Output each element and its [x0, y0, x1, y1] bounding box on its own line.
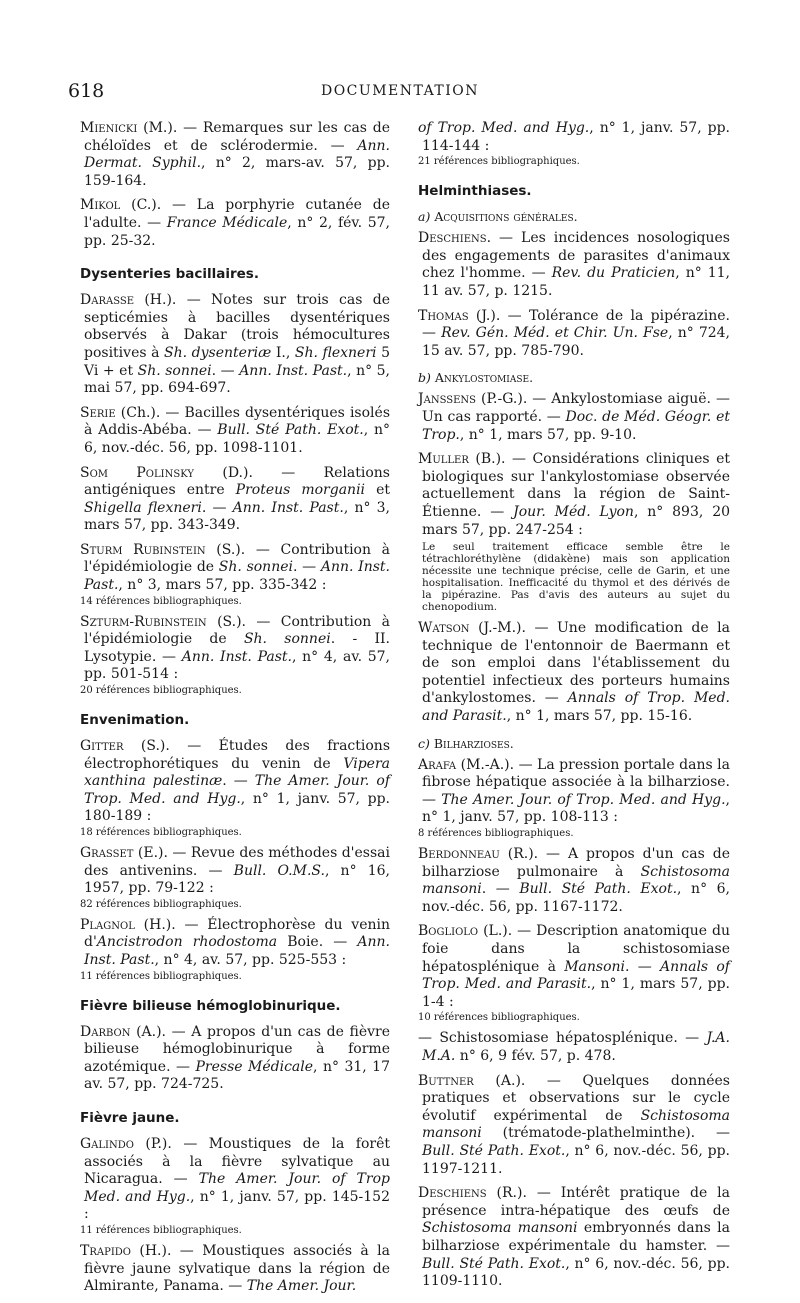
reference-entry: Thomas (J.). — Tolérance de la pipérazine. — Rev. Gén. Méd. et Chir. Un. Fse, n° 724, 15 av. 57, pp. 785-790. [418, 307, 730, 359]
reference-entry: Janssens (P.-G.). — Ankylostomiase aiguë. — Un cas rapporté. — Doc. de Méd. Géogr. et Trop., n° 1, mars 57, pp. 9-10. [418, 391, 730, 443]
subsection-heading: c) Bilharzioses. [418, 735, 514, 751]
reference-note: 11 références bibliographiques. [80, 970, 242, 982]
reference-note: 11 références bibliographiques. [80, 1224, 242, 1236]
section-heading: Envenimation. [80, 712, 190, 729]
reference-note: 8 références bibliographiques. [418, 828, 574, 840]
left-column [80, 120, 390, 1303]
reference-entry: Deschiens (R.). — Intérêt pratique de la présence intra-hépatique des œufs de Schistosoma mansoni embryonnés dans la bilharziose expérimentale du hamster. — Bull. Sté Path. Exot., n° 6, nov.-déc. 56, pp. 1109-1110. [418, 1185, 730, 1290]
reference-continuation: of Trop. Med. and Hyg., n° 1, janv. 57, pp. 114-144 : 21 références bibliographiques. [418, 120, 730, 168]
reference-note: 20 références bibliographiques. [80, 685, 242, 697]
reference-note: 10 références bibliographiques. [418, 1012, 580, 1024]
reference-entry: Som Polinsky (D.). — Relations antigéniques entre Proteus morganii et Shigella flexneri. — Ann. Inst. Past., n° 3, mars 57, pp. 343-349. [80, 464, 391, 534]
reference-entry: Trapido (H.). — Moustiques associés à la fièvre jaune sylvatique dans la région de Almirante, Panama. — The Amer. Jour. [80, 1242, 390, 1295]
reference-entry: — Schistosomiase hépatosplénique. — J.A. M.A. n° 6, 9 fév. 57, p. 478. [418, 1030, 730, 1064]
reference-note: 82 références bibliographiques. [80, 898, 242, 910]
subsection-heading: b) Ankylostomiase. [418, 370, 534, 386]
reference-entry: Serie (Ch.). — Bacilles dysentériques isolés à Addis-Abéba. — Bull. Sté Path. Exot., n° 6, nov.-déc. 56, pp. 1098-1101. [80, 404, 390, 456]
reference-entry: Muller (B.). — Considérations cliniques et biologiques sur l'ankylostomiase observée actuellement dans la région de Saint-Étienne. — Jour. Méd. Lyon, n° 893, 20 mars 57, pp. 247-254 : Le seul traitement efficace semble être le tétrachloréthylène (didakène) mais son application nécessite une technique précise, celle de Garin, et une hospitalisation. Inefficacité du thymol et des dérivés de la pipérazine. Pas d'avis des auteurs au sujet du chenopodium. [418, 451, 731, 614]
reference-entry: Darbon (A.). — A propos d'un cas de fièvre bilieuse hémoglobinurique à forme azotémique. — Presse Médicale, n° 31, 17 av. 57, pp. 724-725. [80, 1023, 390, 1093]
subsection-heading: a) Acquisitions générales. [418, 209, 578, 225]
reference-entry: Bogliolo (L.). — Description anatomique du foie dans la schistosomiase hépatosplénique à Mansoni. — Annals of Trop. Med. and Parasit., n° 1, mars 57, pp. 1-4 : 10 références bibliographiques. [418, 923, 730, 1024]
running-title: DOCUMENTATION [320, 83, 480, 99]
reference-entry: Buttner (A.). — Quelques données pratiques et observations sur le cycle évolutif expérimental de Schistosoma mansoni (trématode-plathelminthe). — Bull. Sté Path. Exot., n° 6, nov.-déc. 56, pp. 1197-1211. [418, 1072, 730, 1177]
reference-abstract: Le seul traitement efficace semble être le tétrachloréthylène (didakène) mais son application nécessite une technique précise, celle de Garin, et une hospitalisation. Inefficacité du thymol et des dérivés de la pipérazine. Pas d'avis des auteurs au sujet du chenopodium. [422, 541, 730, 614]
reference-entry: Grasset (E.). — Revue des méthodes d'essai des antivenins. — Bull. O.M.S., n° 16, 1957, pp. 79-122 : 82 références bibliographiques. [80, 845, 391, 910]
section-heading: Dysenteries bacillaires. [80, 266, 259, 283]
reference-note: 21 références bibliographiques. [418, 156, 580, 168]
section-heading: Fièvre jaune. [80, 1109, 180, 1126]
reference-entry: Galindo (P.). — Moustiques de la forêt associés à la fièvre sylvatique au Nicaragua. — The Amer. Jour. of Trop Med. and Hyg., n° 1, janv. 57, pp. 145-152 : 11 références bibliographiques. [80, 1135, 390, 1236]
right-column [418, 120, 730, 1298]
reference-entry: Deschiens. — Les incidences nosologiques des engagements de parasites d'animaux chez l'homme. — Rev. du Praticien, n° 11, 11 av. 57, p. 1215. [418, 230, 730, 299]
section-heading: Fièvre bilieuse hémoglobinurique. [80, 997, 341, 1014]
reference-note: 18 références bibliographiques. [80, 827, 242, 838]
reference-note: 14 références bibliographiques. [80, 595, 242, 607]
reference-entry: Plagnol (H.). — Électrophorèse du venin d'Ancistrodon rhodostoma Boie. — Ann. Inst. Past., n° 4, av. 57, pp. 525-553 : 11 références bibliographiques. [80, 916, 390, 982]
reference-entry: Arafa (M.-A.). — La pression portale dans la fibrose hépatique associée à la bilharziose. — The Amer. Jour. of Trop. Med. and Hyg., n° 1, janv. 57, pp. 108-113 : 8 références bibliographiques. [418, 756, 730, 840]
reference-entry: Watson (J.-M.). — Une modification de la technique de l'entonnoir de Baermann et de son emploi dans l'établissement du potentiel infectieux des porteurs humains d'ankylostomes. — Annals of Trop. Med. and Parasit., n° 1, mars 57, pp. 15-16. [418, 620, 730, 725]
section-heading: Helminthiases. [418, 183, 532, 200]
reference-entry: Szturm-Rubinstein (S.). — Contribution à l'épidémiologie de Sh. sonnei. - II. Lysotypie. — Ann. Inst. Past., n° 4, av. 57, pp. 501-514 : 20 références bibliographiques. [80, 613, 391, 697]
reference-entry: Darasse (H.). — Notes sur trois cas de septicémies à bacilles dysentériques observés à Dakar (trois hémocultures positives à Sh. dysenteriæ I., Sh. flexneri 5 Vi + et Sh. sonnei. — Ann. Inst. Past., n° 5, mai 57, pp. 694-697. [80, 292, 391, 397]
reference-entry: Gitter (S.). — Études des fractions électrophorétiques du venin de Vipera xanthina palestinæ. — The Amer. Jour. of Trop. Med. and Hyg., n° 1, janv. 57, pp. 180-189 : 18 références bibliographiques. [80, 738, 391, 838]
reference-entry: Mienicki (M.). — Remarques sur les cas de chéloïdes et de sclérodermie. — Ann. Dermat. Syphil., n° 2, mars-av. 57, pp. 159-164. [80, 120, 390, 189]
page-number: 618 [68, 80, 105, 102]
reference-entry: Berdonneau (R.). — A propos d'un cas de bilharziose pulmonaire à Schistosoma mansoni. — Bull. Sté Path. Exot., n° 6, nov.-déc. 56, pp. 1167-1172. [418, 846, 730, 915]
reference-entry: Sturm Rubinstein (S.). — Contribution à l'épidémiologie de Sh. sonnei. — Ann. Inst. Past., n° 3, mars 57, pp. 335-342 : 14 références bibliographiques. [80, 541, 391, 607]
reference-entry: Mikol (C.). — La porphyrie cutanée de l'adulte. — France Médicale, n° 2, fév. 57, pp. 25-32. [80, 197, 390, 249]
